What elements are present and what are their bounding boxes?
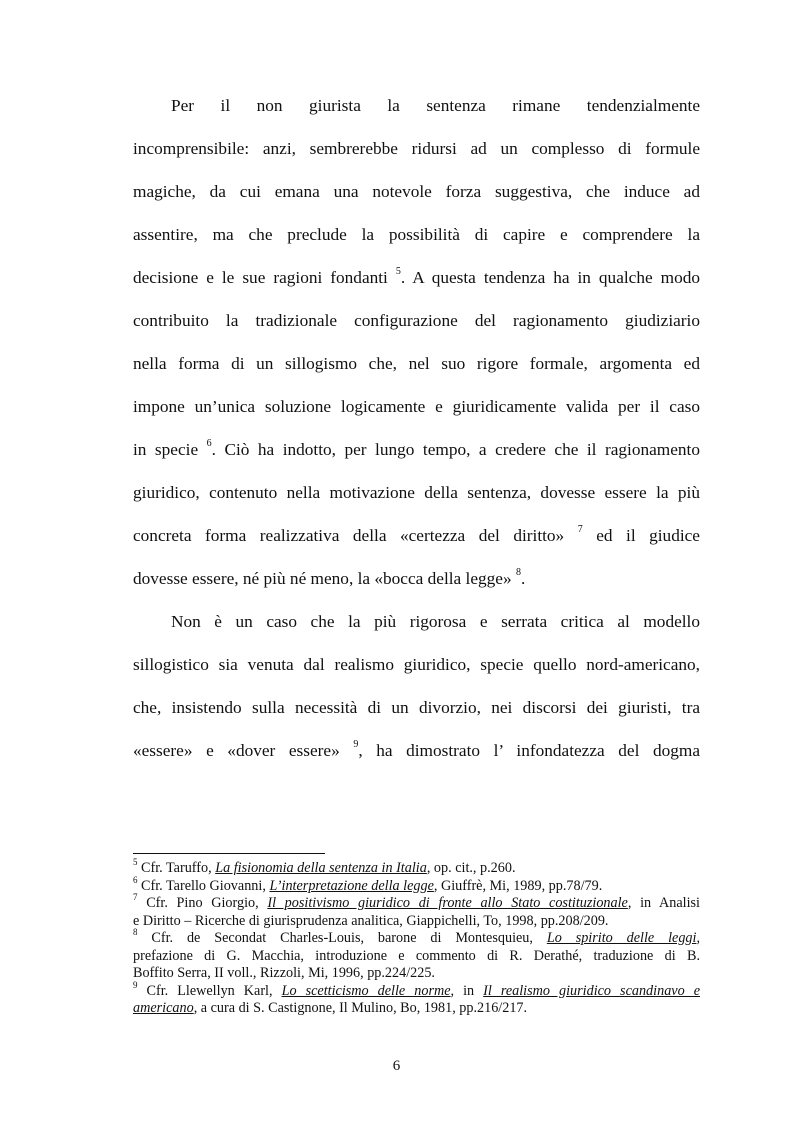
page-number: 6 [392, 1058, 401, 1074]
paragraph-line: giuridico, contenuto nella motivazione della sentenza, dovesse essere la più [133, 483, 700, 502]
footnote-6: $^6$ Cfr. Tarello Giovanni, L’interpretazione della legge, Giuffrè, Mi, 1989, pp.78/79. [133, 874, 603, 894]
paragraph-line: incomprensibile: anzi, sembrerebbe ridursi ad un complesso di formule [133, 139, 700, 158]
cited-title: La fisionomia della sentenza in Italia [215, 860, 427, 876]
footnote-8: $^8$ Cfr. de Secondat Charles-Louis, barone di Montesquieu, Lo spirito delle leggi, [133, 927, 701, 946]
footnote-8-cont: prefazione di G. Macchia, introduzione e commento di R. Derathé, traduzione di B. [133, 947, 700, 964]
paragraph-line: decisione e le sue ragioni fondanti $^5$. A questa tendenza ha in qualche modo [133, 266, 700, 287]
footnotes [133, 857, 701, 1018]
paragraph-line: magiche, da cui emana una notevole forza suggestiva, che induce ad [133, 182, 700, 201]
footnote-ref-9[interactable]: 9 [353, 739, 359, 751]
footnote-ref-7[interactable]: 7 [577, 524, 583, 536]
paragraph-line: Per il non giurista la sentenza rimane tendenzialmente [171, 96, 700, 115]
footnote-ref-5[interactable]: 5 [395, 266, 401, 278]
footnote-9: $^9$ Cfr. Llewellyn Karl, Lo scetticismo delle norme, in Il realismo giuridico scandinavo e [133, 979, 700, 999]
footnote-5: $^5$ Cfr. Taruffo, La fisionomia della sentenza in Italia, op. cit., p.260. [133, 857, 516, 876]
cited-title: Lo scetticismo delle norme [281, 982, 451, 999]
footnote-ref-8[interactable]: 8 [515, 567, 521, 579]
paragraph-line: contribuito la tradizionale configurazione del ragionamento giudiziario [133, 311, 700, 330]
cited-title: Lo spirito delle leggi [546, 930, 697, 946]
footnote-ref-6[interactable]: 6 [206, 438, 212, 450]
cited-title: americano [133, 1000, 194, 1016]
cited-title: L’interpretazione della legge [269, 877, 434, 894]
paragraph-line: dovesse essere, né più né meno, la «bocca della legge» $^8$. [133, 567, 526, 588]
footnote-7-cont: e Diritto – Ricerche di giurisprudenza analitica, Giappichelli, To, 1998, pp.208/209. [133, 912, 609, 929]
paragraph-line: sillogistico sia venuta dal realismo giuridico, specie quello nord-americano, [133, 655, 700, 674]
footnote-8-cont: Boffito Serra, II voll., Rizzoli, Mi, 1996, pp.224/225. [133, 965, 435, 981]
footnote-9-cont: americano, a cura di S. Castignone, Il Mulino, Bo, 1981, pp.216/217. [133, 1000, 528, 1016]
paragraph-line: «essere» e «dover essere» $^9$, ha dimostrato l’ infondatezza del dogma [133, 739, 700, 760]
footnote-separator [133, 853, 325, 854]
paragraph-line: Non è un caso che la più rigorosa e serrata critica al modello [171, 612, 700, 631]
body-text [133, 87, 700, 775]
paragraph-line: nella forma di un sillogismo che, nel suo rigore formale, argomenta ed [133, 354, 700, 373]
cited-title: Il realismo giuridico scandinavo e [483, 982, 700, 999]
paragraph-line: assentire, ma che preclude la possibilità di capire e comprendere la [133, 225, 700, 244]
paragraph-line: impone un’unica soluzione logicamente e giuridicamente valida per il caso [133, 397, 700, 416]
paragraph-line: che, insistendo sulla necessità di un divorzio, nei discorsi dei giuristi, tra [133, 698, 700, 717]
paragraph-line: concreta forma realizzativa della «certezza del diritto» $^7$ ed il giudice [133, 524, 700, 545]
cited-title: Il positivismo giuridico di fronte allo Stato costituzionale [267, 895, 628, 911]
paragraph-line: in specie $^6$. Ciò ha indotto, per lungo tempo, a credere che il ragionamento [133, 438, 700, 459]
footnote-7: $^7$ Cfr. Pino Giorgio, Il positivismo giuridico di fronte allo Stato costituzionale, in Analisi [133, 892, 700, 911]
